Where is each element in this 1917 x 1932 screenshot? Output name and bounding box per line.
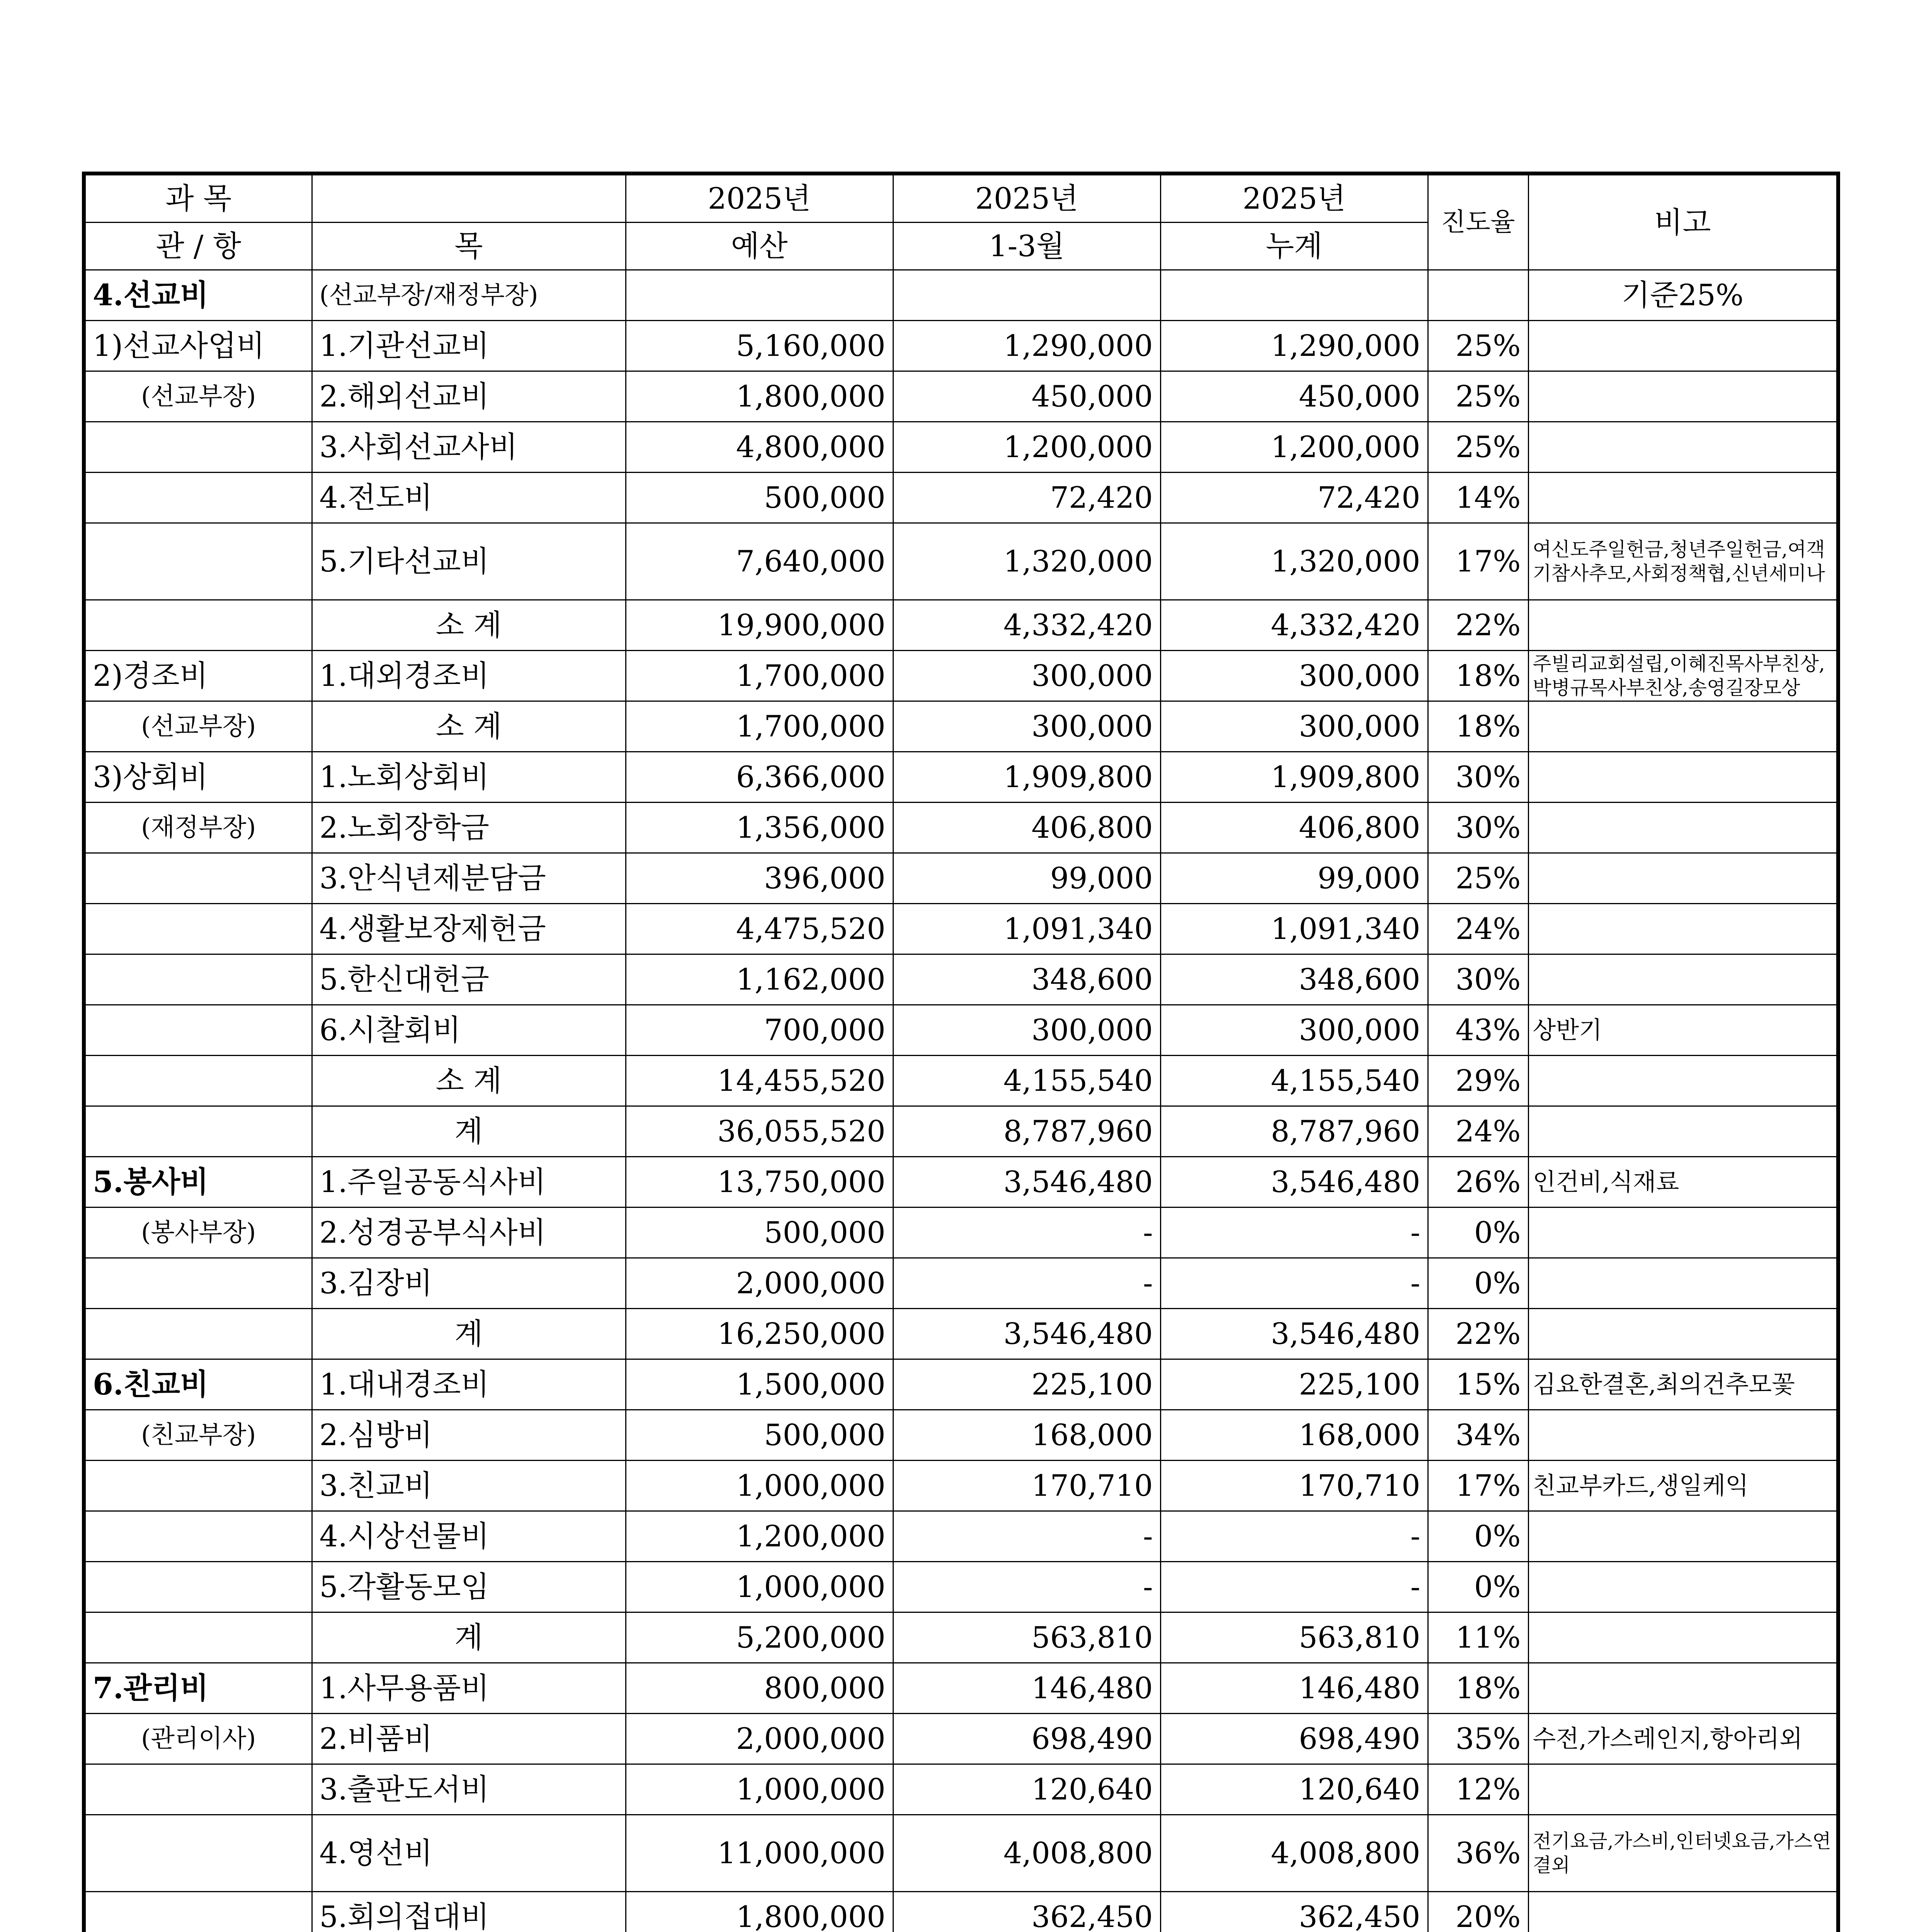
row-period-cell: 1,320,000 xyxy=(893,523,1160,600)
row-period-cell: 168,000 xyxy=(893,1410,1160,1461)
row-cumulative-cell: - xyxy=(1160,1511,1428,1562)
row-item-cell: 4.시상선물비 xyxy=(312,1511,626,1562)
row-rate-cell: 36% xyxy=(1428,1815,1528,1892)
row-category-cell: (봉사부장) xyxy=(84,1208,312,1258)
row-rate-cell: 11% xyxy=(1428,1612,1528,1663)
row-period-cell: 698,490 xyxy=(893,1714,1160,1764)
row-category-cell: 7.관리비 xyxy=(84,1663,312,1714)
table-row xyxy=(84,1461,1838,1511)
row-item-cell: 소 계 xyxy=(312,701,626,752)
row-cumulative-cell: 4,155,540 xyxy=(1160,1056,1428,1106)
table-row xyxy=(84,954,1838,1005)
row-cumulative-cell: 1,290,000 xyxy=(1160,321,1428,371)
table-row xyxy=(84,752,1838,803)
row-item-cell: 소 계 xyxy=(312,600,626,651)
row-note-cell: 주빌리교회설립,이혜진목사부친상,박병규목사부친상,송영길장모상 xyxy=(1528,651,1838,701)
row-item-cell: 1.사무용품비 xyxy=(312,1663,626,1714)
row-note-cell xyxy=(1528,1410,1838,1461)
table-row xyxy=(84,600,1838,651)
row-budget-cell: 1,000,000 xyxy=(626,1764,893,1815)
row-note-cell xyxy=(1528,803,1838,853)
row-rate-cell: 29% xyxy=(1428,1056,1528,1106)
row-budget-cell: 500,000 xyxy=(626,1410,893,1461)
header-subject: 과 목 xyxy=(84,173,312,223)
row-item-cell: 4.전도비 xyxy=(312,473,626,523)
row-item-cell: 3.안식년제분담금 xyxy=(312,853,626,904)
row-note-cell: 친교부카드,생일케익 xyxy=(1528,1461,1838,1511)
row-rate-cell: 0% xyxy=(1428,1511,1528,1562)
row-cumulative-cell: 120,640 xyxy=(1160,1764,1428,1815)
row-note-cell xyxy=(1528,1258,1838,1309)
row-item-cell: 2.비품비 xyxy=(312,1714,626,1764)
row-item-cell: 2.해외선교비 xyxy=(312,371,626,422)
section-category: 4.선교비 xyxy=(84,270,312,321)
row-note-cell xyxy=(1528,752,1838,803)
row-note-cell: 전기요금,가스비,인터넷요금,가스연결외 xyxy=(1528,1815,1838,1892)
table-body xyxy=(84,321,1838,1932)
header-budget-year: 2025년 xyxy=(626,173,893,223)
row-item-cell: 3.친교비 xyxy=(312,1461,626,1511)
row-cumulative-cell: 4,332,420 xyxy=(1160,600,1428,651)
table-row xyxy=(84,1005,1838,1056)
table-row xyxy=(84,422,1838,473)
header-progress-rate: 진도율 xyxy=(1428,173,1528,270)
table-row xyxy=(84,853,1838,904)
row-rate-cell: 26% xyxy=(1428,1157,1528,1208)
table-row xyxy=(84,1410,1838,1461)
row-note-cell xyxy=(1528,1106,1838,1157)
table-row xyxy=(84,803,1838,853)
row-note-cell xyxy=(1528,1056,1838,1106)
table-row xyxy=(84,1056,1838,1106)
row-budget-cell: 500,000 xyxy=(626,1208,893,1258)
row-category-cell xyxy=(84,523,312,600)
row-cumulative-cell: 450,000 xyxy=(1160,371,1428,422)
table-row xyxy=(84,1663,1838,1714)
row-category-cell xyxy=(84,1511,312,1562)
row-cumulative-cell: - xyxy=(1160,1562,1428,1612)
row-period-cell: 225,100 xyxy=(893,1359,1160,1410)
row-note-cell xyxy=(1528,1892,1838,1932)
row-item-cell: 6.시찰회비 xyxy=(312,1005,626,1056)
row-cumulative-cell: 72,420 xyxy=(1160,473,1428,523)
row-period-cell: - xyxy=(893,1562,1160,1612)
row-rate-cell: 25% xyxy=(1428,422,1528,473)
row-period-cell: 450,000 xyxy=(893,371,1160,422)
row-item-cell: 계 xyxy=(312,1612,626,1663)
row-category-cell xyxy=(84,1562,312,1612)
table-row xyxy=(84,1764,1838,1815)
row-rate-cell: 25% xyxy=(1428,853,1528,904)
row-category-cell: 5.봉사비 xyxy=(84,1157,312,1208)
row-note-cell xyxy=(1528,1663,1838,1714)
table-row xyxy=(84,321,1838,371)
row-period-cell: 4,332,420 xyxy=(893,600,1160,651)
row-rate-cell: 22% xyxy=(1428,1309,1528,1359)
row-category-cell xyxy=(84,1005,312,1056)
header-period: 1-3월 xyxy=(893,223,1160,270)
row-budget-cell: 2,000,000 xyxy=(626,1714,893,1764)
row-note-cell xyxy=(1528,1208,1838,1258)
row-budget-cell: 1,500,000 xyxy=(626,1359,893,1410)
row-period-cell: 300,000 xyxy=(893,651,1160,701)
row-item-cell: 4.생활보장제헌금 xyxy=(312,904,626,954)
row-period-cell: 563,810 xyxy=(893,1612,1160,1663)
row-cumulative-cell: 146,480 xyxy=(1160,1663,1428,1714)
row-item-cell: 3.김장비 xyxy=(312,1258,626,1309)
row-item-cell: 3.출판도서비 xyxy=(312,1764,626,1815)
row-note-cell: 인건비,식재료 xyxy=(1528,1157,1838,1208)
row-budget-cell: 1,162,000 xyxy=(626,954,893,1005)
table-row xyxy=(84,1208,1838,1258)
row-period-cell: - xyxy=(893,1208,1160,1258)
row-cumulative-cell: 1,909,800 xyxy=(1160,752,1428,803)
row-item-cell: 소 계 xyxy=(312,1056,626,1106)
row-budget-cell: 1,800,000 xyxy=(626,371,893,422)
row-category-cell xyxy=(84,422,312,473)
table-row xyxy=(84,1562,1838,1612)
table-row xyxy=(84,1258,1838,1309)
row-rate-cell: 18% xyxy=(1428,651,1528,701)
row-category-cell xyxy=(84,853,312,904)
row-budget-cell: 16,250,000 xyxy=(626,1309,893,1359)
row-period-cell: 4,008,800 xyxy=(893,1815,1160,1892)
row-note-cell xyxy=(1528,954,1838,1005)
table-row xyxy=(84,1309,1838,1359)
section-note: 기준25% xyxy=(1528,270,1838,321)
row-cumulative-cell: 348,600 xyxy=(1160,954,1428,1005)
row-item-cell: 1.기관선교비 xyxy=(312,321,626,371)
section-sub: (선교부장/재정부장) xyxy=(312,270,626,321)
row-note-cell xyxy=(1528,1309,1838,1359)
header-item: 목 xyxy=(312,223,626,270)
row-cumulative-cell: 300,000 xyxy=(1160,701,1428,752)
row-rate-cell: 24% xyxy=(1428,904,1528,954)
row-note-cell xyxy=(1528,371,1838,422)
row-rate-cell: 0% xyxy=(1428,1562,1528,1612)
row-category-cell xyxy=(84,904,312,954)
row-rate-cell: 17% xyxy=(1428,1461,1528,1511)
row-rate-cell: 12% xyxy=(1428,1764,1528,1815)
row-period-cell: 1,290,000 xyxy=(893,321,1160,371)
row-rate-cell: 22% xyxy=(1428,600,1528,651)
row-budget-cell: 2,000,000 xyxy=(626,1258,893,1309)
row-budget-cell: 1,700,000 xyxy=(626,701,893,752)
table-row xyxy=(84,523,1838,600)
row-budget-cell: 1,800,000 xyxy=(626,1892,893,1932)
row-category-cell xyxy=(84,1612,312,1663)
header-category: 관 / 항 xyxy=(84,223,312,270)
row-category-cell xyxy=(84,1106,312,1157)
row-period-cell: 3,546,480 xyxy=(893,1157,1160,1208)
table-row xyxy=(84,1157,1838,1208)
row-cumulative-cell: 225,100 xyxy=(1160,1359,1428,1410)
row-category-cell xyxy=(84,1892,312,1932)
table-row xyxy=(84,1815,1838,1892)
row-note-cell xyxy=(1528,853,1838,904)
section-header-row xyxy=(84,270,1838,321)
row-period-cell: 146,480 xyxy=(893,1663,1160,1714)
table-row xyxy=(84,651,1838,701)
budget-table xyxy=(82,172,1840,1932)
row-rate-cell: 18% xyxy=(1428,701,1528,752)
row-item-cell: 계 xyxy=(312,1309,626,1359)
row-budget-cell: 19,900,000 xyxy=(626,600,893,651)
table-row xyxy=(84,1106,1838,1157)
row-category-cell xyxy=(84,1764,312,1815)
row-budget-cell: 800,000 xyxy=(626,1663,893,1714)
row-period-cell: 1,909,800 xyxy=(893,752,1160,803)
row-period-cell: - xyxy=(893,1511,1160,1562)
row-category-cell: 2)경조비 xyxy=(84,651,312,701)
row-category-cell xyxy=(84,1815,312,1892)
row-note-cell xyxy=(1528,473,1838,523)
row-period-cell: 1,200,000 xyxy=(893,422,1160,473)
row-rate-cell: 30% xyxy=(1428,803,1528,853)
row-item-cell: 5.기타선교비 xyxy=(312,523,626,600)
row-budget-cell: 5,200,000 xyxy=(626,1612,893,1663)
row-note-cell: 여신도주일헌금,청년주일헌금,여객기참사추모,사회정책협,신년세미나 xyxy=(1528,523,1838,600)
row-item-cell: 2.성경공부식사비 xyxy=(312,1208,626,1258)
row-rate-cell: 14% xyxy=(1428,473,1528,523)
table-row xyxy=(84,473,1838,523)
row-category-cell: (선교부장) xyxy=(84,701,312,752)
row-cumulative-cell: 1,091,340 xyxy=(1160,904,1428,954)
row-budget-cell: 1,000,000 xyxy=(626,1562,893,1612)
row-rate-cell: 24% xyxy=(1428,1106,1528,1157)
row-category-cell xyxy=(84,1309,312,1359)
row-category-cell xyxy=(84,473,312,523)
row-category-cell: (선교부장) xyxy=(84,371,312,422)
row-period-cell: - xyxy=(893,1258,1160,1309)
row-budget-cell: 7,640,000 xyxy=(626,523,893,600)
header-blank xyxy=(312,173,626,223)
row-budget-cell: 700,000 xyxy=(626,1005,893,1056)
table-row xyxy=(84,1612,1838,1663)
row-period-cell: 4,155,540 xyxy=(893,1056,1160,1106)
row-rate-cell: 0% xyxy=(1428,1208,1528,1258)
row-category-cell xyxy=(84,1056,312,1106)
row-note-cell xyxy=(1528,1612,1838,1663)
row-period-cell: 99,000 xyxy=(893,853,1160,904)
row-budget-cell: 396,000 xyxy=(626,853,893,904)
row-item-cell: 4.영선비 xyxy=(312,1815,626,1892)
row-cumulative-cell: 563,810 xyxy=(1160,1612,1428,1663)
row-budget-cell: 1,200,000 xyxy=(626,1511,893,1562)
row-category-cell: 1)선교사업비 xyxy=(84,321,312,371)
row-item-cell: 5.회의접대비 xyxy=(312,1892,626,1932)
row-period-cell: 300,000 xyxy=(893,701,1160,752)
row-rate-cell: 17% xyxy=(1428,523,1528,600)
table-row xyxy=(84,1359,1838,1410)
row-cumulative-cell: 698,490 xyxy=(1160,1714,1428,1764)
row-budget-cell: 13,750,000 xyxy=(626,1157,893,1208)
row-note-cell: 상반기 xyxy=(1528,1005,1838,1056)
row-note-cell xyxy=(1528,422,1838,473)
row-item-cell: 1.대외경조비 xyxy=(312,651,626,701)
row-budget-cell: 5,160,000 xyxy=(626,321,893,371)
header-budget: 예산 xyxy=(626,223,893,270)
row-cumulative-cell: - xyxy=(1160,1208,1428,1258)
row-item-cell: 1.주일공동식사비 xyxy=(312,1157,626,1208)
row-category-cell: (재정부장) xyxy=(84,803,312,853)
row-budget-cell: 11,000,000 xyxy=(626,1815,893,1892)
row-rate-cell: 43% xyxy=(1428,1005,1528,1056)
row-cumulative-cell: - xyxy=(1160,1258,1428,1309)
row-period-cell: 120,640 xyxy=(893,1764,1160,1815)
table-row xyxy=(84,371,1838,422)
row-budget-cell: 36,055,520 xyxy=(626,1106,893,1157)
row-period-cell: 300,000 xyxy=(893,1005,1160,1056)
row-budget-cell: 1,000,000 xyxy=(626,1461,893,1511)
row-cumulative-cell: 8,787,960 xyxy=(1160,1106,1428,1157)
header-cumulative: 누계 xyxy=(1160,223,1428,270)
row-item-cell: 5.각활동모임 xyxy=(312,1562,626,1612)
row-item-cell: 2.노회장학금 xyxy=(312,803,626,853)
row-note-cell xyxy=(1528,701,1838,752)
row-period-cell: 406,800 xyxy=(893,803,1160,853)
row-cumulative-cell: 3,546,480 xyxy=(1160,1309,1428,1359)
header-cumulative-year: 2025년 xyxy=(1160,173,1428,223)
row-cumulative-cell: 1,200,000 xyxy=(1160,422,1428,473)
row-item-cell: 계 xyxy=(312,1106,626,1157)
row-cumulative-cell: 4,008,800 xyxy=(1160,1815,1428,1892)
row-cumulative-cell: 168,000 xyxy=(1160,1410,1428,1461)
row-note-cell xyxy=(1528,1764,1838,1815)
header-note: 비고 xyxy=(1528,173,1838,270)
table-row xyxy=(84,1714,1838,1764)
row-rate-cell: 25% xyxy=(1428,321,1528,371)
row-rate-cell: 34% xyxy=(1428,1410,1528,1461)
row-category-cell xyxy=(84,1461,312,1511)
row-item-cell: 3.사회선교사비 xyxy=(312,422,626,473)
row-rate-cell: 30% xyxy=(1428,752,1528,803)
row-period-cell: 72,420 xyxy=(893,473,1160,523)
row-item-cell: 1.노회상회비 xyxy=(312,752,626,803)
row-budget-cell: 4,475,520 xyxy=(626,904,893,954)
table-row xyxy=(84,904,1838,954)
table-row xyxy=(84,701,1838,752)
row-cumulative-cell: 406,800 xyxy=(1160,803,1428,853)
row-note-cell xyxy=(1528,1511,1838,1562)
row-budget-cell: 1,700,000 xyxy=(626,651,893,701)
row-rate-cell: 18% xyxy=(1428,1663,1528,1714)
row-cumulative-cell: 362,450 xyxy=(1160,1892,1428,1932)
row-note-cell xyxy=(1528,904,1838,954)
row-category-cell xyxy=(84,954,312,1005)
row-period-cell: 1,091,340 xyxy=(893,904,1160,954)
header-row-1 xyxy=(84,173,1838,223)
row-item-cell: 2.심방비 xyxy=(312,1410,626,1461)
row-cumulative-cell: 300,000 xyxy=(1160,1005,1428,1056)
row-category-cell: (친교부장) xyxy=(84,1410,312,1461)
row-rate-cell: 35% xyxy=(1428,1714,1528,1764)
row-rate-cell: 20% xyxy=(1428,1892,1528,1932)
row-period-cell: 348,600 xyxy=(893,954,1160,1005)
row-period-cell: 362,450 xyxy=(893,1892,1160,1932)
row-category-cell xyxy=(84,1258,312,1309)
row-category-cell xyxy=(84,600,312,651)
row-budget-cell: 14,455,520 xyxy=(626,1056,893,1106)
table-row xyxy=(84,1511,1838,1562)
row-budget-cell: 6,366,000 xyxy=(626,752,893,803)
row-period-cell: 170,710 xyxy=(893,1461,1160,1511)
row-budget-cell: 1,356,000 xyxy=(626,803,893,853)
row-cumulative-cell: 99,000 xyxy=(1160,853,1428,904)
row-item-cell: 1.대내경조비 xyxy=(312,1359,626,1410)
header-period-year: 2025년 xyxy=(893,173,1160,223)
row-rate-cell: 0% xyxy=(1428,1258,1528,1309)
row-budget-cell: 500,000 xyxy=(626,473,893,523)
row-note-cell xyxy=(1528,1562,1838,1612)
row-cumulative-cell: 300,000 xyxy=(1160,651,1428,701)
row-rate-cell: 25% xyxy=(1428,371,1528,422)
row-budget-cell: 4,800,000 xyxy=(626,422,893,473)
row-item-cell: 5.한신대헌금 xyxy=(312,954,626,1005)
row-rate-cell: 15% xyxy=(1428,1359,1528,1410)
row-note-cell: 김요한결혼,최의건추모꽃 xyxy=(1528,1359,1838,1410)
row-period-cell: 3,546,480 xyxy=(893,1309,1160,1359)
table-row xyxy=(84,1892,1838,1932)
row-category-cell: 3)상회비 xyxy=(84,752,312,803)
row-rate-cell: 30% xyxy=(1428,954,1528,1005)
row-note-cell: 수전,가스레인지,항아리외 xyxy=(1528,1714,1838,1764)
row-period-cell: 8,787,960 xyxy=(893,1106,1160,1157)
row-cumulative-cell: 3,546,480 xyxy=(1160,1157,1428,1208)
row-note-cell xyxy=(1528,321,1838,371)
row-cumulative-cell: 1,320,000 xyxy=(1160,523,1428,600)
row-cumulative-cell: 170,710 xyxy=(1160,1461,1428,1511)
row-category-cell: (관리이사) xyxy=(84,1714,312,1764)
row-note-cell xyxy=(1528,600,1838,651)
row-category-cell: 6.친교비 xyxy=(84,1359,312,1410)
